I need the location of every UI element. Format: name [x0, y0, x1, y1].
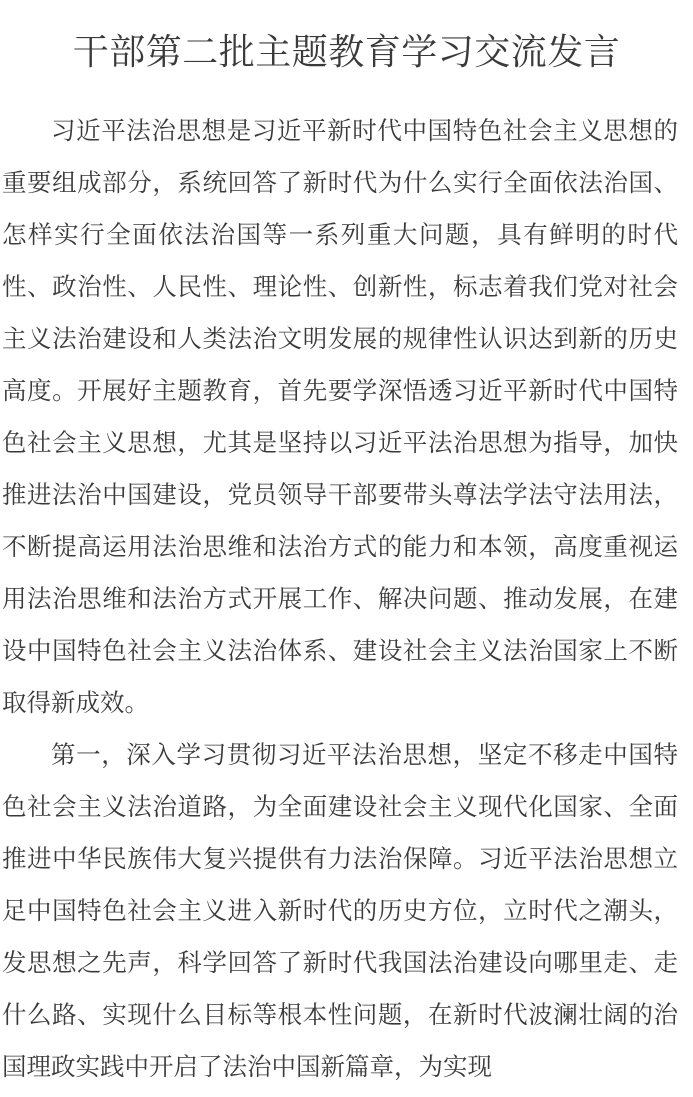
paragraph-1: 习近平法治思想是习近平新时代中国特色社会主义思想的重要组成部分，系统回答了新时代为什么实行全面依法治国、怎样实行全面依法治国等一系列重大问题，具有鲜明的时代性、政治性、人民性、理论性、创新性，标志着我们党对社会主义法治建设和人类法治文明发展的规律性认识达到新的历史高度。开展好主题教育，首先要学深悟透习近平新时代中国特色社会主义思想，尤其是坚持以习近平法治思想为指导，加快推进法治中国建设，党员领导干部要带头尊法学法守法用法，不断提高运用法治思维和法治方式的能力和本领，高度重视运用法治思维和法治方式开展工作、解决问题、推动发展，在建设中国特色社会主义法治体系、建设社会主义法治国家上不断取得新成效。 — [2, 116, 678, 717]
document-title: 干部第二批主题教育学习交流发言 — [72, 32, 621, 73]
paragraph-2: 第一，深入学习贯彻习近平法治思想，坚定不移走中国特色社会主义法治道路，为全面建设社会主义现代化国家、全面推进中华民族伟大复兴提供有力法治保障。习近平法治思想立足中国特色社会主义进入新时代的历史方位，立时代之潮头，发思想之先声，科学回答了新时代我国法治建设向哪里走、走什么路、实现什么目标等根本性问题，在新时代波澜壮阔的治国理政实践中开启了法治中国新篇章，为实现 — [2, 740, 678, 1081]
document-body — [2, 105, 678, 1093]
